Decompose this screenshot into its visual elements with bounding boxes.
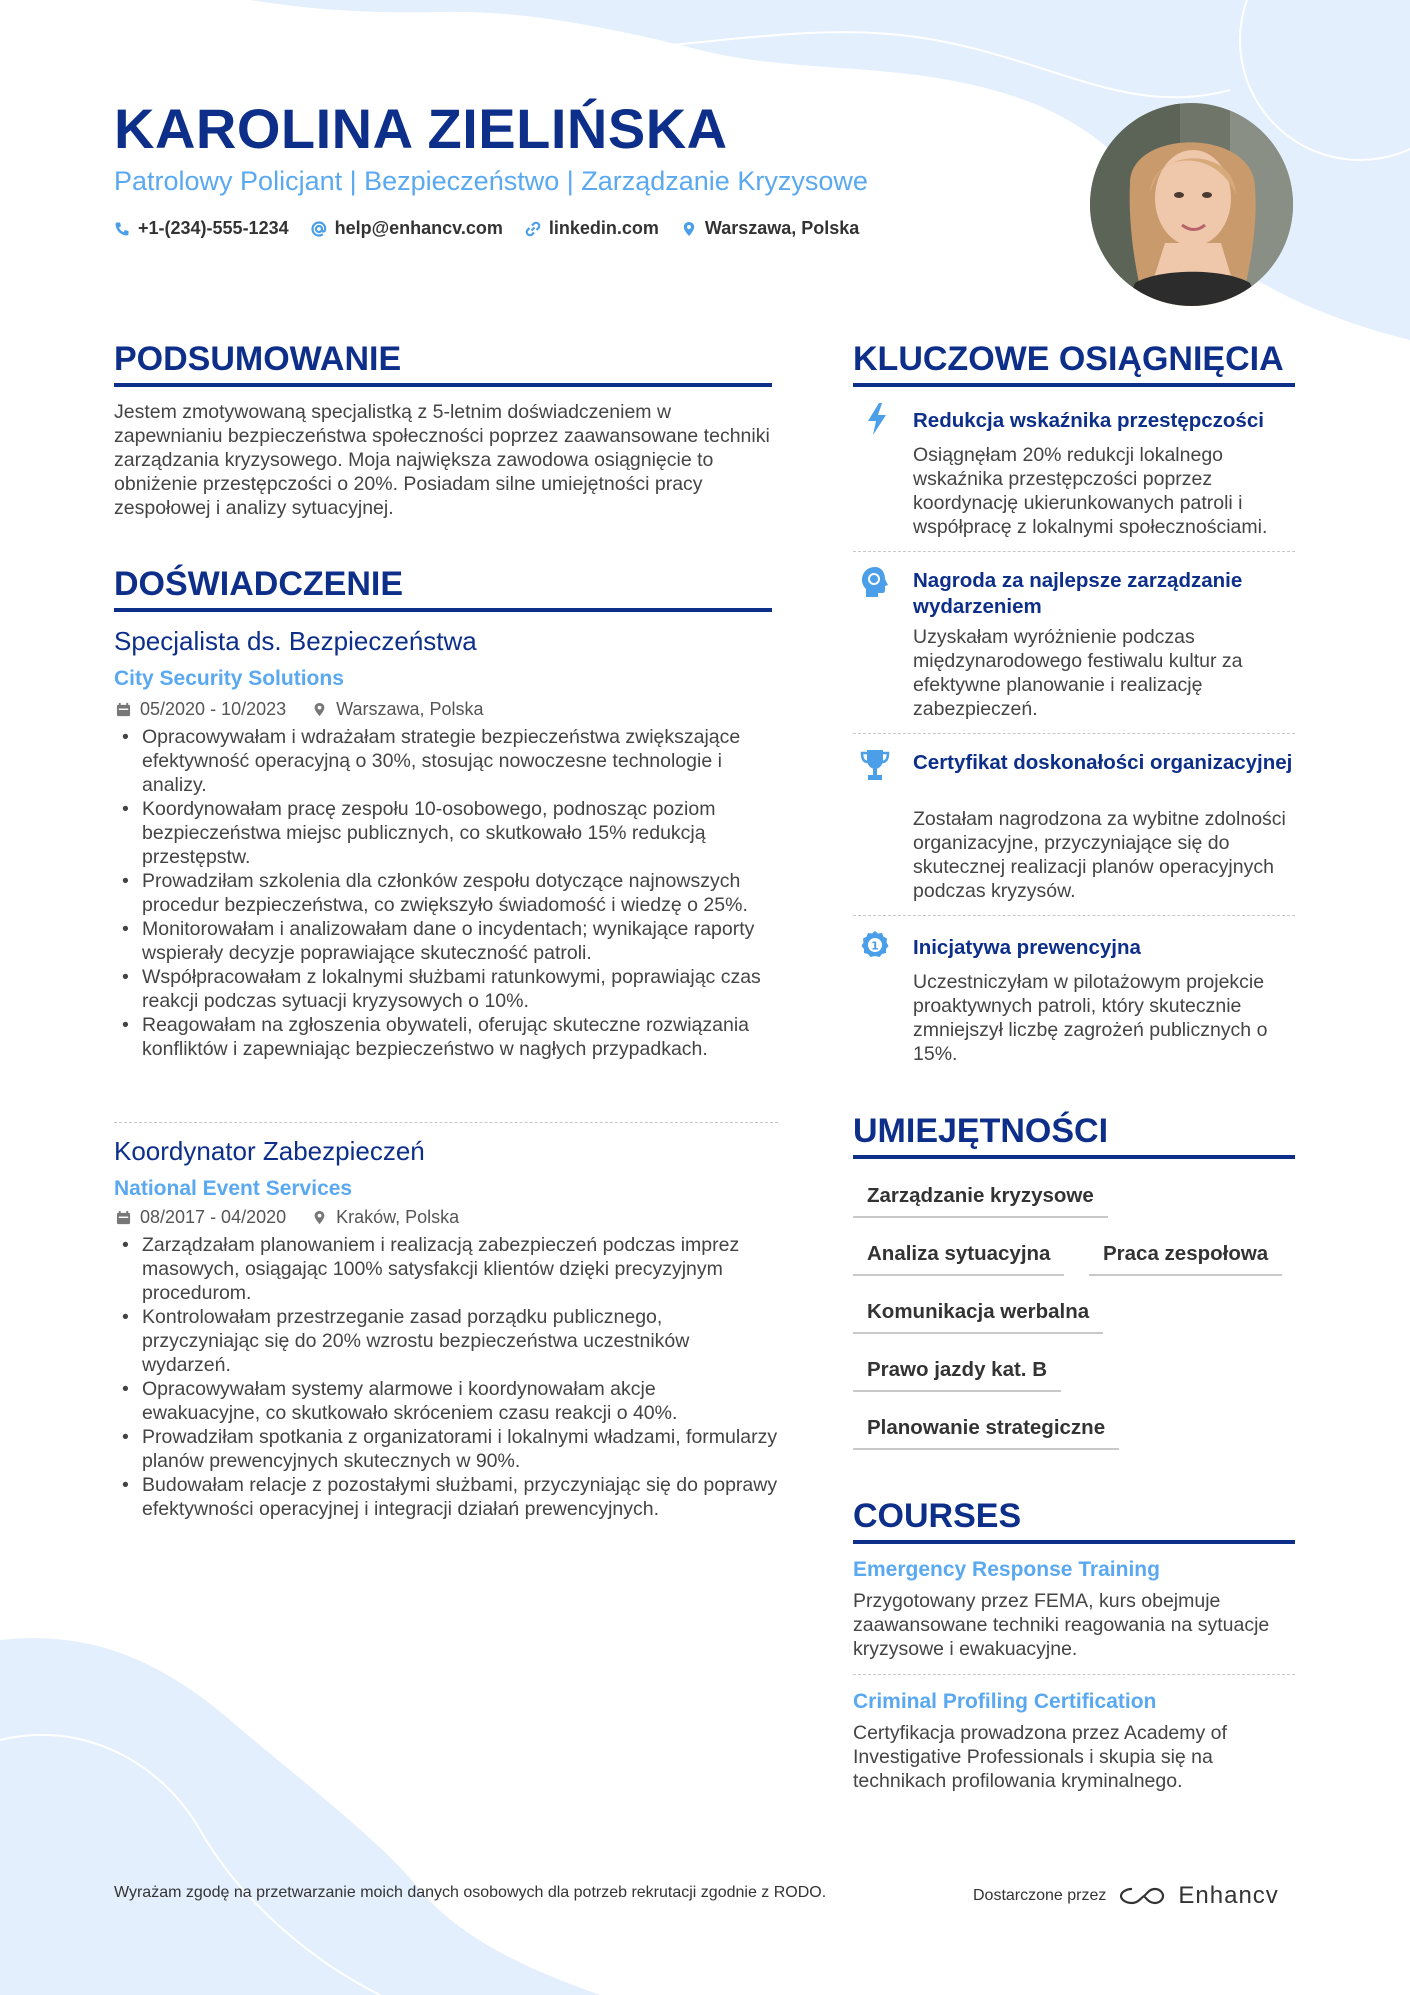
lightning-icon (862, 402, 892, 436)
divider (853, 551, 1295, 552)
phone-text: +1-(234)-555-1234 (138, 218, 289, 238)
list-item: • Reagowałam na zgłoszenia obywateli, oferując skuteczne rozwiązania konfliktów i zapewniając bezpieczeństwo w nagłych przypadkach. (114, 1013, 779, 1061)
experience-heading: DOŚWIADCZENIE (114, 565, 772, 612)
job-dates: 05/2020 - 10/2023 (140, 699, 287, 719)
job-title: Koordynator Zabezpieczeń (114, 1136, 425, 1166)
list-item: • Monitorowałam i analizowałam dane o incydentach; wynikające raporty wspierały decyzje poprawiające skuteczność patroli. (114, 917, 779, 965)
gdpr-consent: Wyrażam zgodę na przetwarzanie moich danych osobowych dla potrzeb rekrutacji zgodnie z RODO. (114, 1884, 827, 1901)
divider (853, 915, 1295, 916)
trophy-icon (860, 748, 890, 782)
location-pin-icon (681, 221, 697, 237)
divider (853, 1674, 1295, 1675)
at-sign-icon (311, 221, 327, 237)
achievement-desc: Osiągnęłam 20% redukcji lokalnego wskaźnika przestępczości poprzez koordynację ukierunkowanych patroli i współpracę z lokalnymi społecznościami. (913, 444, 1268, 538)
course-title: Criminal Profiling Certification (853, 1690, 1157, 1713)
divider (853, 733, 1295, 734)
location-pin-icon (312, 702, 327, 717)
candidate-subtitle: Patrolowy Policjant | Bezpieczeństwo | Zarządzanie Kryzysowe (114, 166, 868, 196)
skill-tag: Komunikacja werbalna (853, 1300, 1103, 1334)
divider (114, 1122, 778, 1123)
list-item: • Koordynowałam pracę zespołu 10-osobowego, podnosząc poziom bezpieczeństwa miejsc publicznych, co skutkowało 15% redukcją przestępstw. (114, 797, 779, 869)
list-item: • Opracowywałam i wdrażałam strategie bezpieczeństwa zwiększające efektywność operacyjną o 30%, stosując nowoczesne technologie i analizy. (114, 725, 779, 797)
achievement-desc: Zostałam nagrodzona za wybitne zdolności organizacyjne, przyczyniające się do skutecznej realizacji planów operacyjnych podczas kryzysów. (913, 808, 1286, 902)
calendar-icon (116, 1210, 131, 1225)
location-pin-icon (312, 1210, 327, 1225)
enhancv-brand: Enhancv (1178, 1882, 1279, 1909)
company-name: City Security Solutions (114, 667, 344, 690)
job-bullets (114, 725, 779, 1061)
achievement-title: Redukcja wskaźnika przestępczości (913, 409, 1264, 432)
svg-text:1: 1 (871, 939, 879, 953)
list-item: • Opracowywałam systemy alarmowe i koordynowałam akcje ewakuacyjne, co skutkowało skróceniem czasu reakcji o 40%. (114, 1377, 779, 1425)
enhancv-logo-icon (1118, 1884, 1166, 1908)
phone-icon (114, 221, 130, 237)
job-location: Kraków, Polska (336, 1207, 460, 1227)
job-bullets (114, 1233, 779, 1521)
email-text: help@enhancv.com (334, 218, 503, 238)
contact-bar (114, 218, 859, 239)
linkedin-text: linkedin.com (548, 218, 659, 238)
achievement-title: Inicjatywa prewencyjna (913, 936, 1141, 959)
link-icon (525, 221, 541, 237)
skills-heading: UMIEJĘTNOŚCI (853, 1112, 1295, 1159)
location-text: Warszawa, Polska (704, 218, 860, 238)
achievement-title: Nagroda za najlepsze zarządzanie wydarzeniem (913, 569, 1243, 618)
contact-email[interactable] (311, 218, 503, 239)
job-location: Warszawa, Polska (336, 699, 484, 719)
list-item: • Zarządzałam planowaniem i realizacją zabezpieczeń podczas imprez masowych, osiągając 100% satysfakcji klientów dzięki precyzyjnym procedurom. (114, 1233, 779, 1305)
candidate-name: KAROLINA ZIELIŃSKA (114, 97, 728, 160)
list-item: • Kontrolowałam przestrzeganie zasad porządku publicznego, przyczyniając się do 20% wzrostu bezpieczeństwa uczestników wydarzeń. (114, 1305, 779, 1377)
contact-linkedin[interactable] (525, 218, 659, 239)
list-item: • Współpracowałam z lokalnymi służbami ratunkowymi, poprawiając czas reakcji podczas sytuacji kryzysowych o 10%. (114, 965, 779, 1013)
skill-tag: Prawo jazdy kat. B (853, 1358, 1061, 1392)
job-meta (116, 1207, 459, 1228)
skill-tag: Praca zespołowa (1089, 1242, 1282, 1276)
course-desc: Przygotowany przez FEMA, kurs obejmuje zaawansowane techniki reagowania na sytuacje kryzysowe i ewakuacyjne. (853, 1590, 1270, 1660)
achievement-desc: Uczestniczyłam w pilotażowym projekcie proaktywnych patroli, który skutecznie zmniejszył liczbę zagrożeń publicznych o 15%. (913, 971, 1268, 1065)
powered-by[interactable] (973, 1882, 1279, 1910)
summary-text: Jestem zmotywowaną specjalistką z 5-letnim doświadczeniem w zapewnianiu bezpieczeństwa społeczności poprzez zaawansowane techniki zarządzania kryzysowego. Moja największa zawodowa osiągnięcie to obniżenie przestępczości o 20%. Posiadam silne umiejętności pracy zespołowej i analizy sytuacyjnej. (114, 401, 770, 519)
job-dates: 08/2017 - 04/2020 (140, 1207, 287, 1227)
calendar-icon (116, 702, 131, 717)
contact-phone[interactable] (114, 218, 289, 239)
achievement-desc: Uzyskałam wyróżnienie podczas międzynarodowego festiwalu kultur za efektywne planowanie i realizację zabezpieczeń. (913, 626, 1243, 720)
course-title: Emergency Response Training (853, 1558, 1160, 1581)
head-idea-icon (860, 565, 890, 599)
job-title: Specjalista ds. Bezpieczeństwa (114, 626, 477, 656)
powered-by-label: Dostarczone przez (973, 1887, 1107, 1904)
summary-heading: PODSUMOWANIE (114, 340, 772, 387)
award-ribbon-icon (860, 930, 890, 964)
company-name: National Event Services (114, 1177, 353, 1200)
skill-tag: Zarządzanie kryzysowe (853, 1184, 1108, 1218)
achievement-title: Certyfikat doskonałości organizacyjnej (913, 751, 1293, 774)
list-item: • Budowałam relacje z pozostałymi służbami, przyczyniając się do poprawy efektywności operacyjnej i integracji działań prewencyjnych. (114, 1473, 779, 1521)
profile-photo (1090, 103, 1293, 306)
courses-heading: COURSES (853, 1497, 1295, 1544)
job-meta (116, 699, 484, 720)
course-desc: Certyfikacja prowadzona przez Academy of Investigative Professionals i skupia się na technikach profilowania kryminalnego. (853, 1722, 1227, 1792)
achievements-heading: KLUCZOWE OSIĄGNIĘCIA (853, 340, 1295, 387)
skill-tag: Planowanie strategiczne (853, 1416, 1119, 1450)
list-item: • Prowadziłam spotkania z organizatorami i lokalnymi władzami, formularzy planów prewencyjnych skutecznych w 90%. (114, 1425, 779, 1473)
contact-location (681, 218, 859, 239)
skill-tag: Analiza sytuacyjna (853, 1242, 1064, 1276)
list-item: • Prowadziłam szkolenia dla członków zespołu dotyczące najnowszych procedur bezpieczeństwa, co zwiększyło świadomość i wiedzę o 25%. (114, 869, 779, 917)
